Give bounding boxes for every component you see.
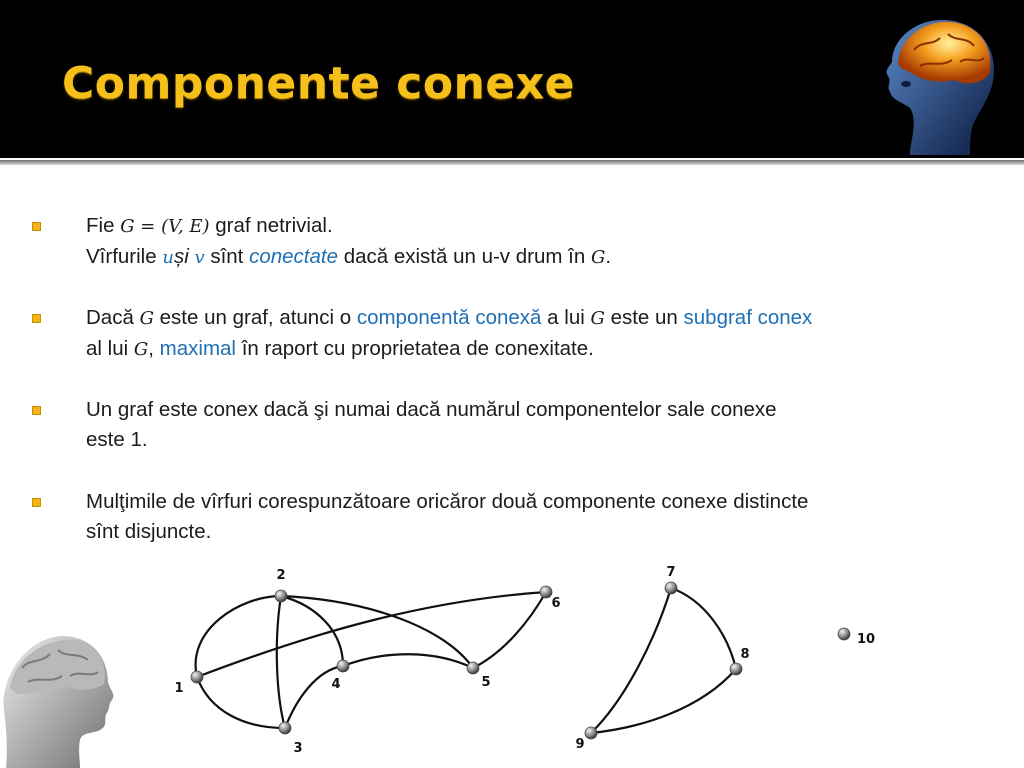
text-in-raport: în raport cu proprietatea de conexitate. bbox=[241, 337, 594, 360]
graph-edge-1-2 bbox=[196, 596, 281, 677]
graph-node-label-2: 2 bbox=[276, 568, 286, 583]
var-v: v bbox=[194, 247, 205, 268]
graph-edges bbox=[196, 588, 736, 733]
graph-node-label-3: 3 bbox=[293, 741, 303, 756]
text-period: . bbox=[605, 245, 612, 268]
graph-edge-7-9 bbox=[591, 588, 671, 733]
text-a-lui: a lui bbox=[547, 306, 585, 329]
graph-node-2 bbox=[275, 590, 287, 602]
graph-node-label-1: 1 bbox=[174, 681, 184, 696]
graph-edge-2-4 bbox=[281, 596, 343, 666]
graph-edge-4-5 bbox=[343, 654, 473, 668]
bullet-line: Mulţimile de vîrfuri corespunzătoare oricăror două componente conexe distincte bbox=[86, 490, 809, 513]
text-virfurile: Vîrfurile bbox=[86, 245, 157, 268]
graph-formula: G = (V, E) bbox=[120, 216, 210, 237]
graph-edge-1-6 bbox=[197, 592, 546, 677]
graph-edge-8-9 bbox=[591, 669, 736, 733]
bullet-line: Un graf este conex dacă şi numai dacă numărul componentelor sale conexe bbox=[86, 398, 777, 421]
var-g: G bbox=[133, 339, 149, 360]
graph-node-label-8: 8 bbox=[740, 647, 750, 662]
graph-edge-1-3 bbox=[197, 677, 285, 728]
graph-edge-2-3 bbox=[277, 596, 285, 728]
graph-edge-3-4 bbox=[285, 666, 343, 728]
graph-edge-5-6 bbox=[473, 592, 546, 668]
var-g: G bbox=[590, 247, 606, 268]
text-al-lui: al lui bbox=[86, 337, 129, 360]
graph-node-3 bbox=[279, 722, 291, 734]
text-graf-netrivial: graf netrivial. bbox=[215, 214, 333, 237]
text-este-un-graf: este un graf, atunci o bbox=[159, 306, 352, 329]
graph-node-label-6: 6 bbox=[551, 596, 561, 611]
text-fie: Fie bbox=[86, 214, 115, 237]
graph-node-7 bbox=[665, 582, 677, 594]
graph-node-8 bbox=[730, 663, 742, 675]
text-comma: , bbox=[148, 337, 154, 360]
text-sint: sînt bbox=[210, 245, 244, 268]
term-conectate: conectate bbox=[249, 245, 338, 268]
graph-node-10 bbox=[838, 628, 850, 640]
graph-edge-7-8 bbox=[671, 588, 736, 669]
graph-node-1 bbox=[191, 671, 203, 683]
slide-title: Componente conexe bbox=[62, 58, 575, 109]
text-este-un: este un bbox=[610, 306, 678, 329]
bullet-line: este 1. bbox=[86, 428, 148, 451]
graph-node-4 bbox=[337, 660, 349, 672]
graph-node-9 bbox=[585, 727, 597, 739]
graph-node-label-9: 9 bbox=[575, 737, 585, 752]
term-subgraf-conex: subgraf conex bbox=[683, 306, 813, 329]
term-componenta-conexa: componentă conexă bbox=[356, 306, 542, 329]
var-g: G bbox=[590, 308, 605, 329]
graph-node-label-10: 10 bbox=[856, 632, 876, 647]
term-maximal: maximal bbox=[159, 337, 236, 360]
graph-node-5 bbox=[467, 662, 479, 674]
text-si: și bbox=[173, 245, 189, 268]
bullet-line: sînt disjuncte. bbox=[86, 520, 212, 543]
text-daca-exista: dacă există un u-v drum în bbox=[343, 245, 586, 268]
graph-node-label-4: 4 bbox=[331, 677, 341, 692]
graph-node-6 bbox=[540, 586, 552, 598]
var-g: G bbox=[139, 308, 154, 329]
text-daca: Dacă bbox=[86, 306, 134, 329]
var-u: u bbox=[162, 247, 174, 268]
graph-node-label-5: 5 bbox=[481, 675, 491, 690]
graph-node-label-7: 7 bbox=[666, 565, 676, 580]
